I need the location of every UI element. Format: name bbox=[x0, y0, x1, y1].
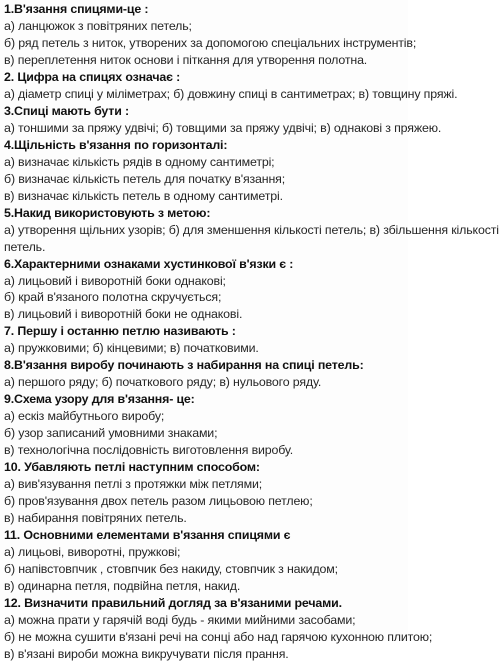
answer-option: а) утворення щільних узорів; б) для зменшення кількості петель; в) збільшення кількості bbox=[4, 222, 499, 237]
answer-option: а) тоншими за пряжу удвічі; б) товщими за пряжу удвічі; в) однакові з пряжею. bbox=[4, 120, 442, 135]
answer-option: а) діаметр спиці у міліметрах; б) довжину спиці в сантиметрах; в) товщину пряжі. bbox=[4, 86, 458, 101]
answer-option: б) не можна сушити в'язані речі на сонці або над гарячою кухонною плитою; bbox=[4, 629, 433, 644]
question-title: 1.В'язання спицями-це : bbox=[4, 2, 149, 16]
answer-option: б) ряд петель з ниток, утворених за допомогою спеціальних інструментів; bbox=[4, 35, 417, 50]
answer-option: а) ланцюжок з повітряних петель; bbox=[4, 18, 192, 33]
answer-option: а) можна прати у гарячій воді будь - якими мийними засобами; bbox=[4, 612, 356, 627]
answer-option: б) пров'язування двох петель разом лицьовою петлею; bbox=[4, 494, 313, 509]
answer-option: в) лицьовий і виворотній боки не однакові. bbox=[4, 307, 243, 322]
question-title: 5.Накид використовують з метою: bbox=[4, 205, 211, 220]
answer-option: б) визначає кількість петель для початку в'язання; bbox=[4, 171, 286, 186]
answer-option: в) технологічна послідовність виготовлення виробу. bbox=[4, 443, 294, 458]
quiz-content bbox=[4, 1, 499, 663]
answer-option: в) в'язані вироби можна викручувати після прання. bbox=[4, 646, 289, 661]
answer-option: б) напівстовпчик , стовпчик без накиду, стовпчик з накидом; bbox=[4, 561, 338, 576]
answer-option: а) лицьові, виворотні, пружкові; bbox=[4, 545, 181, 559]
answer-option: в) визначає кількість петель в одному сантиметрі. bbox=[4, 188, 283, 203]
question-title: 9.Схема узору для в'язання- це: bbox=[4, 392, 195, 407]
question-title: 2. Цифра на спицях означає : bbox=[4, 69, 181, 84]
question-title: 8.В'язання виробу починають з набирання на спиці петель: bbox=[4, 358, 364, 373]
answer-option: а) першого ряду; б) початкового ряду; в) нульового ряду. bbox=[4, 375, 322, 390]
answer-option: а) визначає кількість рядів в одному сантиметрі; bbox=[4, 154, 275, 169]
answer-option: а) вив'язування петлі з протяжки між петлями; bbox=[4, 477, 263, 492]
answer-option: б) край в'язаного полотна скручується; bbox=[4, 290, 222, 305]
answer-option: а) пружковими; б) кінцевими; в) початковими. bbox=[4, 341, 259, 356]
answer-option: петель. bbox=[4, 239, 46, 254]
question-title: 3.Спиці мають бути : bbox=[4, 103, 129, 118]
question-title: 4.Щільність в'язання по горизонталі: bbox=[4, 137, 228, 152]
answer-option: в) переплетення ниток основи і піткання для утворення полотна. bbox=[4, 52, 368, 67]
question-title: 10. Убавляють петлі наступним способом: bbox=[4, 460, 260, 475]
answer-option: б) узор записаний умовними знаками; bbox=[4, 426, 218, 441]
question-title: 12. Визначити правильний догляд за в'язаними речами. bbox=[4, 595, 342, 610]
question-title: 7. Першу і останню петлю називають : bbox=[4, 324, 236, 339]
answer-option: а) ескіз майбутнього виробу; bbox=[4, 409, 165, 424]
question-title: 11. Основними елементами в'язання спицями є bbox=[4, 528, 291, 543]
question-title: 6.Характерними ознаками хустинкової в'язки є : bbox=[4, 256, 294, 271]
answer-option: в) одинарна петля, подвійна петля, накид. bbox=[4, 578, 241, 593]
answer-option: в) набирання повітряних петель. bbox=[4, 511, 187, 526]
answer-option: а) лицьовий і виворотній боки однакові; bbox=[4, 273, 226, 288]
